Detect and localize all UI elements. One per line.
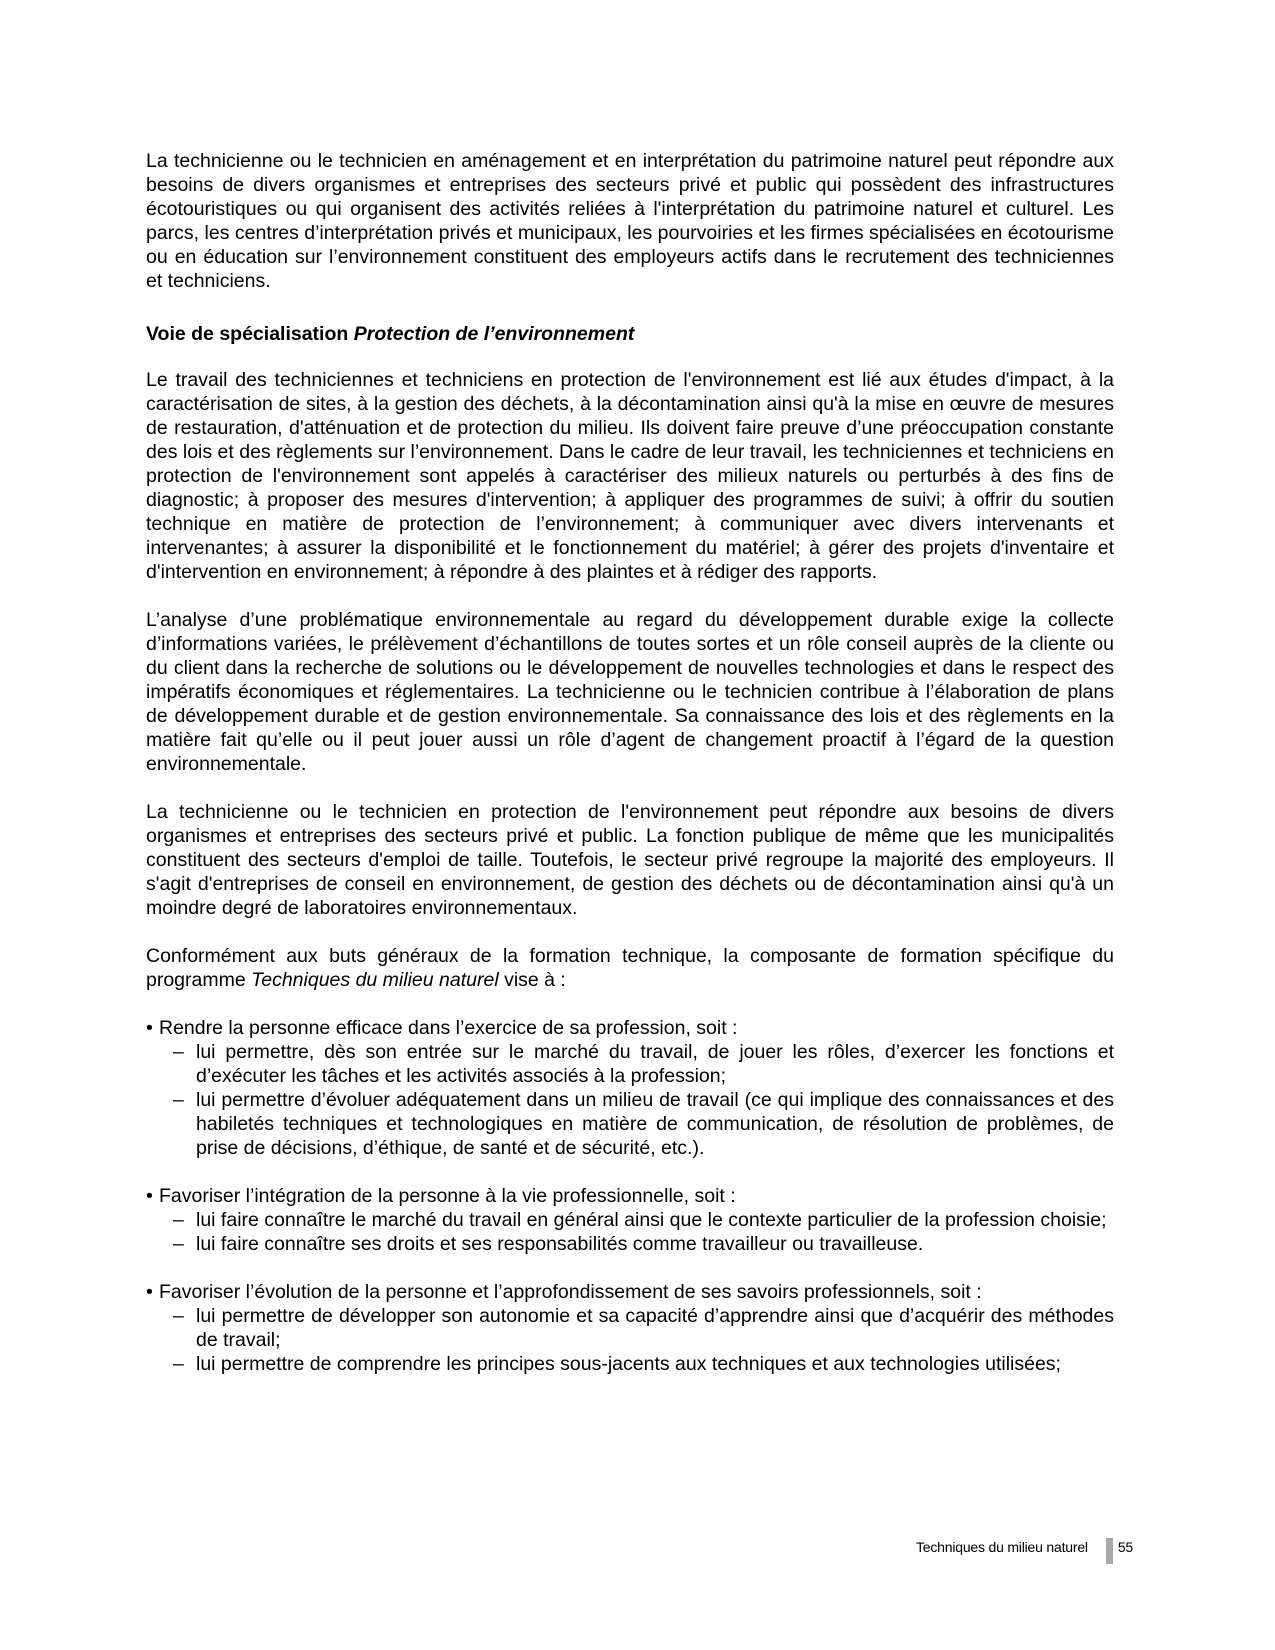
bullet-group-1 (146, 1016, 1114, 1160)
sub-item (173, 1208, 1114, 1232)
bullet-item (146, 1280, 1114, 1304)
bullet-marker: • (146, 1185, 153, 1207)
dash-marker: – (173, 1041, 184, 1063)
footer-running-title: Techniques du milieu naturel (915, 1539, 1088, 1555)
page-content (146, 149, 1114, 1400)
dash-marker: – (173, 1233, 184, 1255)
section-heading (146, 322, 1114, 346)
intro-text: Conformément aux buts généraux de la formation technique, la composante de formation spécifique du programme (146, 945, 1114, 991)
paragraph-1: La technicienne ou le technicien en aménagement et en interprétation du patrimoine naturel peut répondre aux besoins de divers organismes et entreprises des secteurs privé et public qui possèdent des infrastructures écotouristiques ou qui organisent des activités reliées à l'interprétation du patrimoine naturel et culturel. Les parcs, les centres d’interprétation privés et municipaux, les pourvoiries et les firmes spécialisées en écotourisme ou en éducation sur l’environnement constituent des employeurs actifs dans le recrutement des techniciennes et techniciens. (146, 150, 1114, 292)
paragraph-4: La technicienne ou le technicien en protection de l'environnement peut répondre aux besoins de divers organismes et entreprises des secteurs privé et public. La fonction publique de même que les municipalités constituent des secteurs d'emploi de taille. Toutefois, le secteur privé regroupe la majorité des employeurs. Il s'agit d'entreprises de conseil en environnement, de gestion des déchets ou de décontamination ainsi qu'à un moindre degré de laboratoires environnementaux. (146, 801, 1114, 919)
paragraph-intro (146, 944, 1114, 992)
bullet-label: Favoriser l’intégration de la personne à la vie professionnelle, soit : (159, 1185, 736, 1207)
footer-divider (1106, 1538, 1113, 1564)
sub-item-text: lui permettre de comprendre les principes sous-jacents aux techniques et aux technologies utilisées; (196, 1353, 1061, 1375)
page-footer (916, 1538, 1133, 1564)
bullet-label: Favoriser l’évolution de la personne et l’approfondissement de ses savoirs professionnels, soit : (159, 1281, 982, 1303)
sub-item-text: lui permettre, dès son entrée sur le marché du travail, de jouer les rôles, d’exercer les fonctions et d’exécuter les tâches et les activités associés à la profession; (196, 1041, 1114, 1087)
paragraph-2: Le travail des techniciennes et techniciens en protection de l'environnement est lié aux études d'impact, à la caractérisation de sites, à la gestion des déchets, à la décontamination ainsi qu'à la mise en œuvre de mesures de restauration, d'atténuation et de protection du milieu. Ils doivent faire preuve d’une préoccupation constante des lois et des règlements sur l’environnement. Dans le cadre de leur travail, les techniciennes et techniciens en protection de l'environnement sont appelés à caractériser des milieux naturels ou perturbés à des fins de diagnostic; à proposer des mesures d'intervention; à appliquer des programmes de suivi; à offrir du soutien technique en matière de protection de l’environnement; à communiquer avec divers intervenants et intervenantes; à assurer la disponibilité et le fonctionnement du matériel; à gérer des projets d'inventaire et d'intervention en environnement; à répondre à des plaintes et à rédiger des rapports. (146, 369, 1114, 583)
bullet-group-2 (146, 1184, 1114, 1256)
sub-item (173, 1088, 1114, 1160)
heading-italic-text: Protection de l’environnement (353, 323, 635, 345)
dash-marker: – (173, 1353, 184, 1375)
dash-marker: – (173, 1209, 184, 1231)
dash-marker: – (173, 1305, 184, 1327)
sub-item-text: lui permettre d’évoluer adéquatement dans un milieu de travail (ce qui implique des connaissances et des habiletés techniques et technologiques en matière de communication, de résolution de problèmes, de prise de décisions, d’éthique, de santé et de sécurité, etc.). (196, 1089, 1114, 1159)
sub-item (173, 1232, 1114, 1256)
bullet-marker: • (146, 1017, 153, 1039)
heading-text: Voie de spécialisation (146, 323, 354, 345)
bullet-group-3 (146, 1280, 1114, 1376)
bullet-label: Rendre la personne efficace dans l’exercice de sa profession, soit : (159, 1017, 738, 1039)
paragraph-3: L’analyse d’une problématique environnementale au regard du développement durable exige la collecte d’informations variées, le prélèvement d’échantillons de toutes sortes et un rôle conseil auprès de la cliente ou du client dans la recherche de solutions ou le développement de nouvelles technologies et dans le respect des impératifs économiques et réglementaires. La technicienne ou le technicien contribue à l’élaboration de plans de développement durable et de gestion environnementale. Sa connaissance des lois et des règlements en la matière fait qu’elle ou il peut jouer aussi un rôle d’agent de changement proactif à l’égard de la question environnementale. (146, 609, 1114, 775)
sub-item (173, 1040, 1114, 1088)
sub-item-text: lui permettre de développer son autonomie et sa capacité d’apprendre ainsi que d’acquérir des méthodes de travail; (196, 1305, 1114, 1351)
page-number: 55 (1117, 1539, 1133, 1555)
program-name-italic: Techniques du milieu naturel (251, 969, 499, 991)
sub-item-text: lui faire connaître le marché du travail en général ainsi que le contexte particulier de la profession choisie; (196, 1209, 1107, 1231)
bullet-item (146, 1184, 1114, 1208)
sub-item (173, 1352, 1114, 1376)
bullet-item (146, 1016, 1114, 1040)
sub-item (173, 1304, 1114, 1352)
sub-item-text: lui faire connaître ses droits et ses responsabilités comme travailleur ou travailleuse. (196, 1233, 924, 1255)
bullet-marker: • (146, 1281, 153, 1303)
intro-text-end: vise à : (498, 969, 566, 991)
dash-marker: – (173, 1089, 184, 1111)
